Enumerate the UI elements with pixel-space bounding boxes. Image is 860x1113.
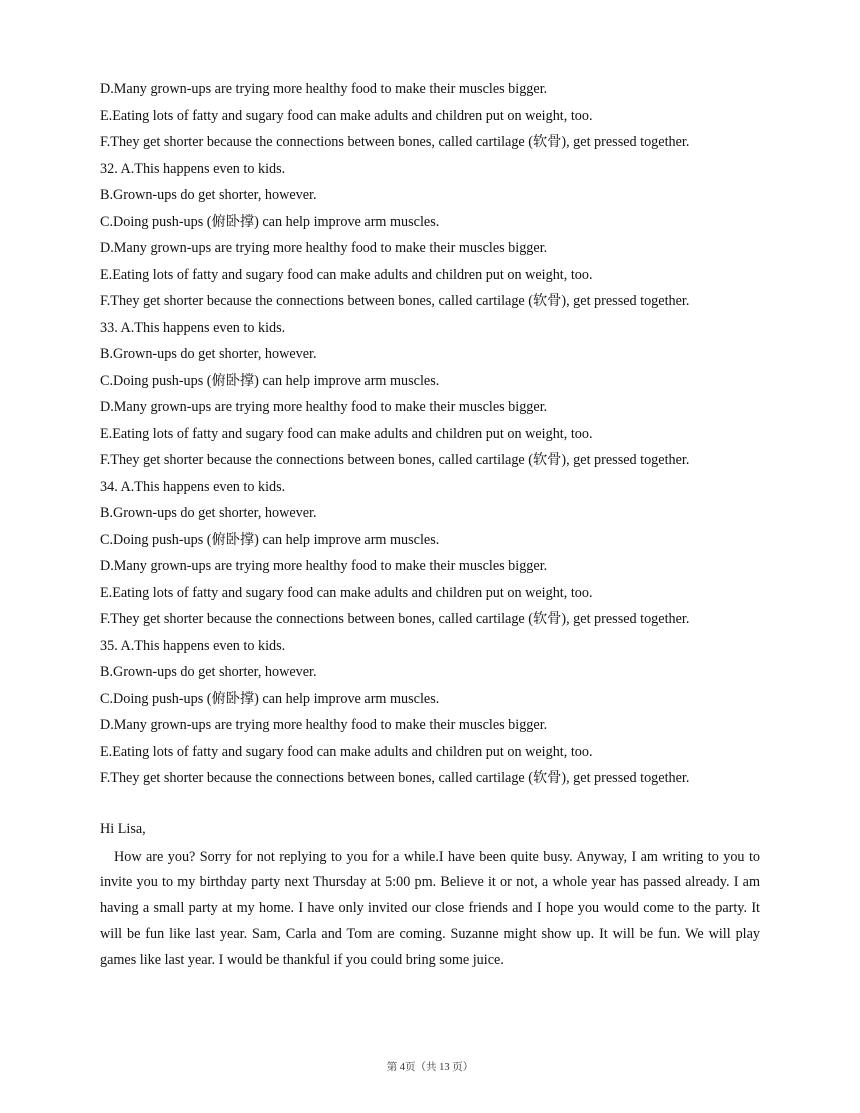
option-line: E.Eating lots of fatty and sugary food can make adults and children put on weight, too.	[100, 266, 593, 283]
option-line: F.They get shorter because the connections between bones, called cartilage (软骨), get pressed together.	[100, 770, 690, 786]
option-line: D.Many grown-ups are trying more healthy food to make their muscles bigger.	[100, 81, 548, 97]
option-line: B.Grown-ups do get shorter, however.	[100, 664, 317, 680]
options-list	[100, 78, 780, 794]
option-line: F.They get shorter because the connections between bones, called cartilage (软骨), get pressed together.	[100, 134, 690, 150]
option-line: D.Many grown-ups are trying more healthy food to make their muscles bigger.	[100, 558, 548, 574]
option-line: C.Doing push-ups (俯卧撑) can help improve arm muscles.	[100, 372, 440, 389]
option-line: E.Eating lots of fatty and sugary food can make adults and children put on weight, too.	[100, 584, 593, 601]
option-line: 32. A.This happens even to kids.	[100, 160, 286, 177]
option-line: B.Grown-ups do get shorter, however.	[100, 346, 317, 362]
option-line: 35. A.This happens even to kids.	[100, 637, 286, 654]
option-line: D.Many grown-ups are trying more healthy food to make their muscles bigger.	[100, 399, 548, 415]
option-line: F.They get shorter because the connections between bones, called cartilage (软骨), get pressed together.	[100, 611, 690, 627]
option-line: E.Eating lots of fatty and sugary food can make adults and children put on weight, too.	[100, 107, 593, 124]
option-line: B.Grown-ups do get shorter, however.	[100, 505, 317, 521]
option-line: 33. A.This happens even to kids.	[100, 319, 286, 336]
option-line: C.Doing push-ups (俯卧撑) can help improve arm muscles.	[100, 531, 440, 548]
letter	[100, 818, 760, 973]
option-line: F.They get shorter because the connections between bones, called cartilage (软骨), get pressed together.	[100, 293, 690, 309]
option-line: D.Many grown-ups are trying more healthy food to make their muscles bigger.	[100, 717, 548, 733]
option-line: F.They get shorter because the connections between bones, called cartilage (软骨), get pressed together.	[100, 452, 690, 468]
page-footer: 第 4页（共 13 页）	[386, 1062, 474, 1073]
option-line: B.Grown-ups do get shorter, however.	[100, 187, 317, 203]
letter-body: How are you? Sorry for not replying to you for a while.I have been quite busy. Anyway, I am writing to you to invite you to my birthday party next Thursday at 5:00 pm. Believe it or not, a whole year has passed already. I am having a small party at my home. I have only invited our close friends and I hope you would come to the party. It will be fun like last year. Sam, Carla and Tom are coming. Suzanne might show up. It will be fun. We will play games like last year. I would be thankful if you could bring some juice.	[100, 848, 760, 968]
option-line: C.Doing push-ups (俯卧撑) can help improve arm muscles.	[100, 213, 440, 230]
option-line: D.Many grown-ups are trying more healthy food to make their muscles bigger.	[100, 240, 548, 256]
option-line: 34. A.This happens even to kids.	[100, 478, 286, 495]
option-line: C.Doing push-ups (俯卧撑) can help improve arm muscles.	[100, 690, 440, 707]
option-line: E.Eating lots of fatty and sugary food can make adults and children put on weight, too.	[100, 425, 593, 442]
letter-greeting: Hi Lisa,	[100, 821, 146, 837]
option-line: E.Eating lots of fatty and sugary food can make adults and children put on weight, too.	[100, 743, 593, 760]
